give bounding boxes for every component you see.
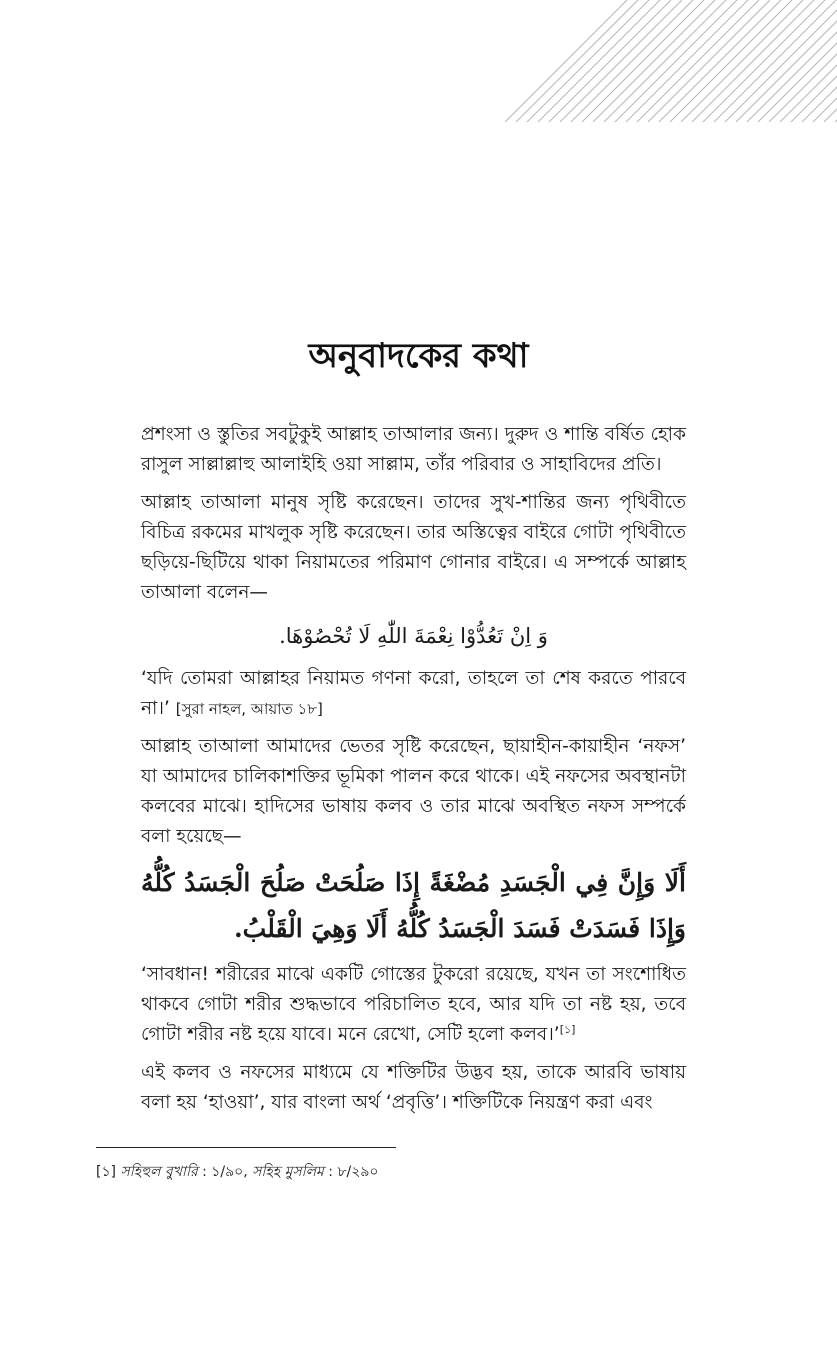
page-title: অনুবাদকের কথা: [308, 336, 529, 376]
paragraph-praise: প্রশংসা ও স্তুতির সবটুকুই আল্লাহ তাআলার জন্য। দুরুদ ও শান্তি বর্ষিত হোক রাসুল সাল্লাল্লাহু আলাইহি ওয়া সাল্লাম, তাঁর পরিবার ও সাহাবিদের প্রতি।: [141, 424, 686, 475]
footnote-value-bukhari: : ১/৯০,: [202, 1164, 248, 1180]
paragraph-verse-translation: [141, 664, 686, 724]
body-text: [141, 420, 686, 1126]
footnote-source-bukhari: সহিহুল বুখারি: [120, 1164, 198, 1180]
paragraph-hawa: এই কলব ও নফসের মাধ্যমে যে শক্তিটির উদ্ভব হয়, তাকে আরবি ভাষায় বলা হয় ‘হাওয়া’, যার বাংলা অর্থ ‘প্রবৃত্তি’। শক্তিটিকে নিয়ন্ত্রণ করা এবং: [141, 1062, 686, 1113]
footnote-value-muslim: : ৮/২৯০: [328, 1164, 379, 1180]
arabic-hadith: أَلَا وَإِنَّ فِي الْجَسَدِ مُضْغَةً إِذَا صَلُحَتْ صَلُحَ الْجَسَدُ كُلُّهُ وَإِذَا فَسَدَتْ فَسَدَ الْجَسَدُ كُلُّهُ أَلَا وَهِيَ الْقَلْبُ.: [141, 868, 686, 943]
footnote-reference[interactable]: [১]: [559, 1022, 576, 1036]
diagonal-stripes-decoration: [505, 0, 837, 122]
paragraph-creation: আল্লাহ তাআলা মানুষ সৃষ্টি করেছেন। তাদের সুখ-শান্তির জন্য পৃথিবীতে বিচিত্র রকমের মাখলুক সৃষ্টি করেছেন। তার অস্তিত্বের বাইরে গোটা পৃথিবীতে ছড়িয়ে-ছিটিয়ে থাকা নিয়ামতের পরিমাণ গোনার বাইরে। এ সম্পর্কে আল্লাহ তাআলা বলেন—: [141, 492, 686, 603]
footnote-divider: [96, 1147, 396, 1148]
footnote-source-muslim: সহিহ মুসলিম: [252, 1164, 324, 1180]
arabic-verse: وَ اِنْ تَعُدُّوْا نِعْمَةَ اللّٰهِ لَا تُحْصُوْهَا.: [279, 624, 548, 648]
footnote-marker: [১]: [96, 1164, 117, 1180]
verse-translation-text: ‘যদি তোমরা আল্লাহর নিয়ামত গণনা করো, তাহলে তা শেষ করতে পারবে না।’: [141, 668, 686, 719]
paragraph-nafs: আল্লাহ তাআলা আমাদের ভেতর সৃষ্টি করেছেন, ছায়াহীন-কায়াহীন ‘নফস’ যা আমাদের চালিকাশক্তির ভূমিকা পালন করে থাকে। এই নফসের অবস্থানটা কলবের মাঝে। হাদিসের ভাষায় কলব ও তার মাঝে অবস্থিত নফস সম্পর্কে বলা হয়েছে—: [141, 736, 686, 847]
verse-reference: [সুরা নাহল, আয়াত ১৮]: [175, 700, 323, 718]
paragraph-hadith-translation: [141, 960, 686, 1050]
footnote: [96, 1160, 379, 1184]
hadith-translation-text: ‘সাবধান! শরীরের মাঝে একটি গোস্তের টুকরো রয়েছে, যখন তা সংশোধিত থাকবে গোটা শরীর শুদ্ধভাবে পরিচালিত হবে, আর যদি তা নষ্ট হয়, তবে গোটা শরীর নষ্ট হয়ে যাবে। মনে রেখো, সেটি হলো কলব।’: [141, 964, 686, 1045]
